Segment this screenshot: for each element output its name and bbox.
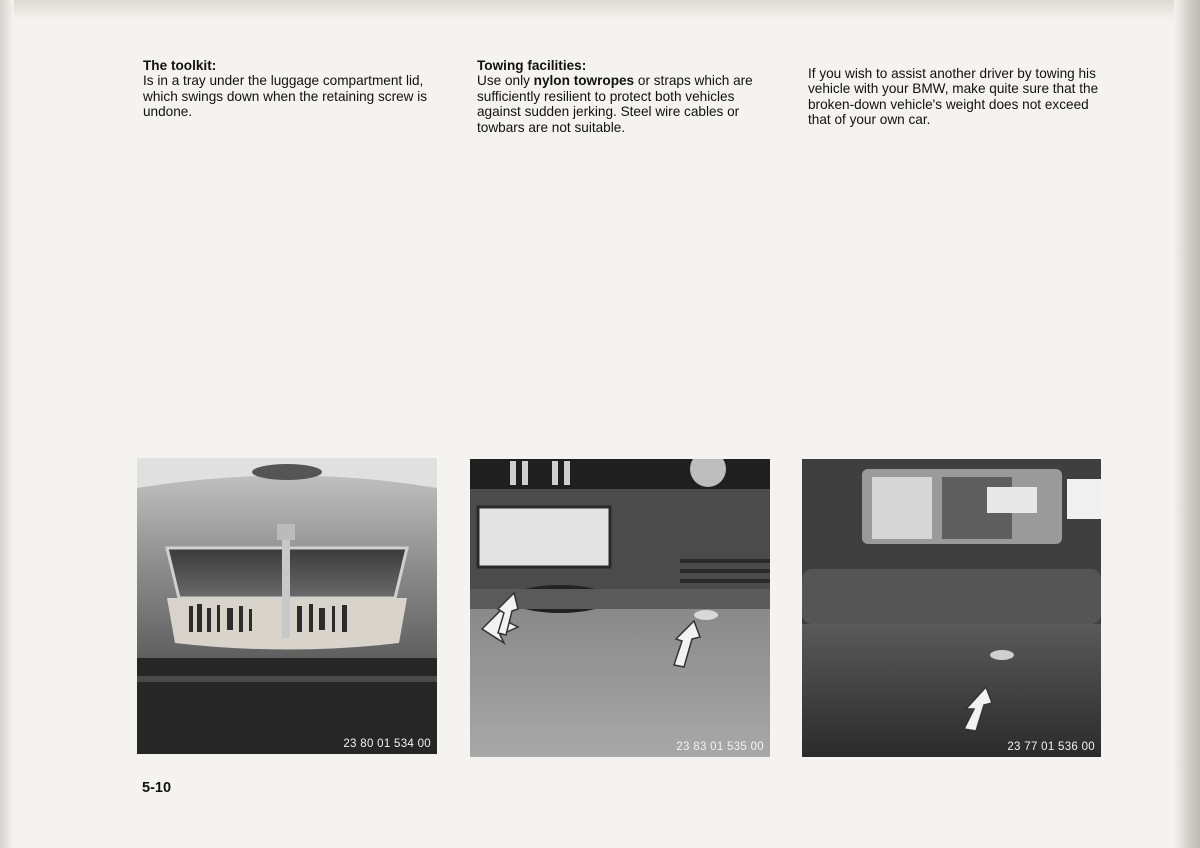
toolkit-heading: The toolkit: [143, 58, 217, 73]
toolkit-text: Is in a tray under the luggage compartment lid, which swings down when the retaining screw is undone. [143, 73, 428, 120]
towing-section [477, 58, 777, 135]
page-edge-top [0, 0, 1200, 20]
page-edge-left [0, 0, 14, 848]
toolkit-photo [137, 458, 437, 754]
towing-text-start: Use only [477, 73, 534, 89]
photo-number-2: 23 83 01 535 00 [676, 741, 764, 753]
assist-towing-section [808, 66, 1108, 128]
page-edge-right [1174, 0, 1200, 848]
rear-towing-photo [802, 459, 1101, 757]
towing-text [477, 73, 777, 135]
photo-number-3: 23 77 01 536 00 [1007, 741, 1095, 753]
towing-text-end: or straps which are sufficiently resilient to protect both vehicles against sudden jerking. Steel wire cables or towbars are not suitable. [477, 73, 753, 135]
page-number: 5-10 [142, 780, 172, 796]
assist-towing-text: If you wish to assist another driver by towing his vehicle with your BMW, make quite sure that the broken-down vehicle's weight does not exceed that of your own car. [808, 66, 1099, 128]
towing-heading: Towing facilities: [477, 58, 587, 73]
towing-text-bold: nylon towropes [533, 73, 635, 89]
front-towing-photo [470, 459, 770, 757]
photo-number-1: 23 80 01 534 00 [343, 738, 431, 750]
toolkit-section [143, 58, 443, 120]
